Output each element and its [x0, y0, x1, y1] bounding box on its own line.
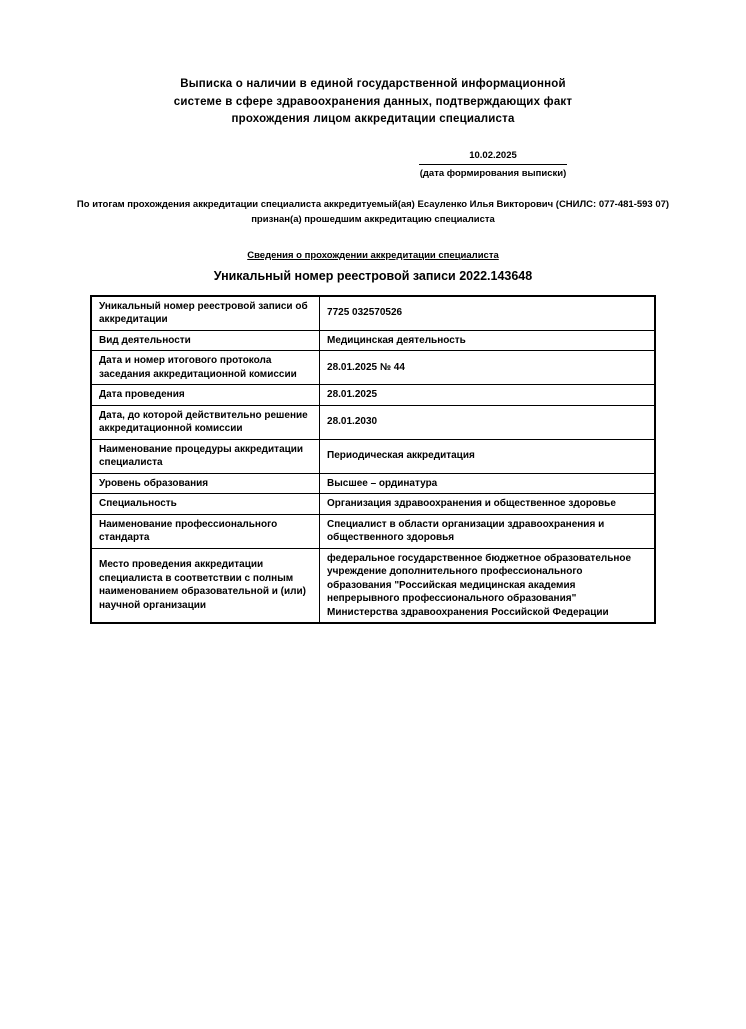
formation-date-caption: (дата формирования выписки)	[419, 167, 567, 179]
table-row	[91, 514, 655, 548]
row-label: Дата, до которой действительно решение аккредитационной комиссии	[91, 405, 320, 439]
document-title-line: прохождения лицом аккредитации специалиста	[231, 113, 515, 125]
row-label: Место проведения аккредитации специалиста в соответствии с полным наименованием образовательной и (или) научной организации	[91, 548, 320, 623]
row-value: 28.01.2025	[320, 385, 655, 406]
row-label: Специальность	[91, 494, 320, 515]
table-row	[91, 439, 655, 473]
document-title-line: Выписка о наличии в единой государственной информационной	[180, 78, 566, 90]
row-value: Медицинская деятельность	[320, 330, 655, 351]
document-title-line: системе в сфере здравоохранения данных, подтверждающих факт	[173, 95, 573, 108]
table-row	[91, 296, 655, 331]
table-row	[91, 473, 655, 494]
row-label: Дата проведения	[91, 385, 320, 406]
row-label: Уникальный номер реестровой записи об аккредитации	[91, 296, 320, 331]
row-label: Наименование процедуры аккредитации специалиста	[91, 439, 320, 473]
table-row	[91, 330, 655, 351]
accreditation-details-table	[90, 295, 656, 625]
table-row	[91, 385, 655, 406]
row-value: федеральное государственное бюджетное образовательное учреждение дополнительного профессионального образования "Российская медицинская академия непрерывного профессионального образования" Министерства здравоохранения Российской Федерации	[320, 548, 655, 623]
row-value: 28.01.2025 № 44	[320, 351, 655, 385]
row-value: 7725 032570526	[320, 296, 655, 331]
row-label: Вид деятельности	[91, 330, 320, 351]
row-value: 28.01.2030	[320, 405, 655, 439]
section-heading: Сведения о прохождении аккредитации специалиста	[247, 249, 499, 261]
document-title	[0, 76, 746, 129]
row-label: Уровень образования	[91, 473, 320, 494]
intro-paragraph: По итогам прохождения аккредитации специалиста аккредитуемый(ая) Есауленко Илья Викторович (СНИЛС: 077-481-593 07) признан(а) прошедшим аккредитацию специалиста	[76, 198, 670, 225]
table-row	[91, 405, 655, 439]
row-value: Организация здравоохранения и общественное здоровье	[320, 494, 655, 515]
row-value: Высшее – ординатура	[320, 473, 655, 494]
row-label: Наименование профессионального стандарта	[91, 514, 320, 548]
formation-date-value: 10.02.2025	[419, 149, 567, 165]
row-value: Специалист в области организации здравоохранения и общественного здоровья	[320, 514, 655, 548]
table-row	[91, 548, 655, 623]
registry-number-heading: Уникальный номер реестровой записи 2022.143648	[213, 268, 533, 283]
table-row	[91, 351, 655, 385]
row-label: Дата и номер итогового протокола заседания аккредитационной комиссии	[91, 351, 320, 385]
accreditation-table-body	[91, 296, 655, 624]
formation-date-block	[419, 149, 567, 180]
table-row	[91, 494, 655, 515]
row-value: Периодическая аккредитация	[320, 439, 655, 473]
